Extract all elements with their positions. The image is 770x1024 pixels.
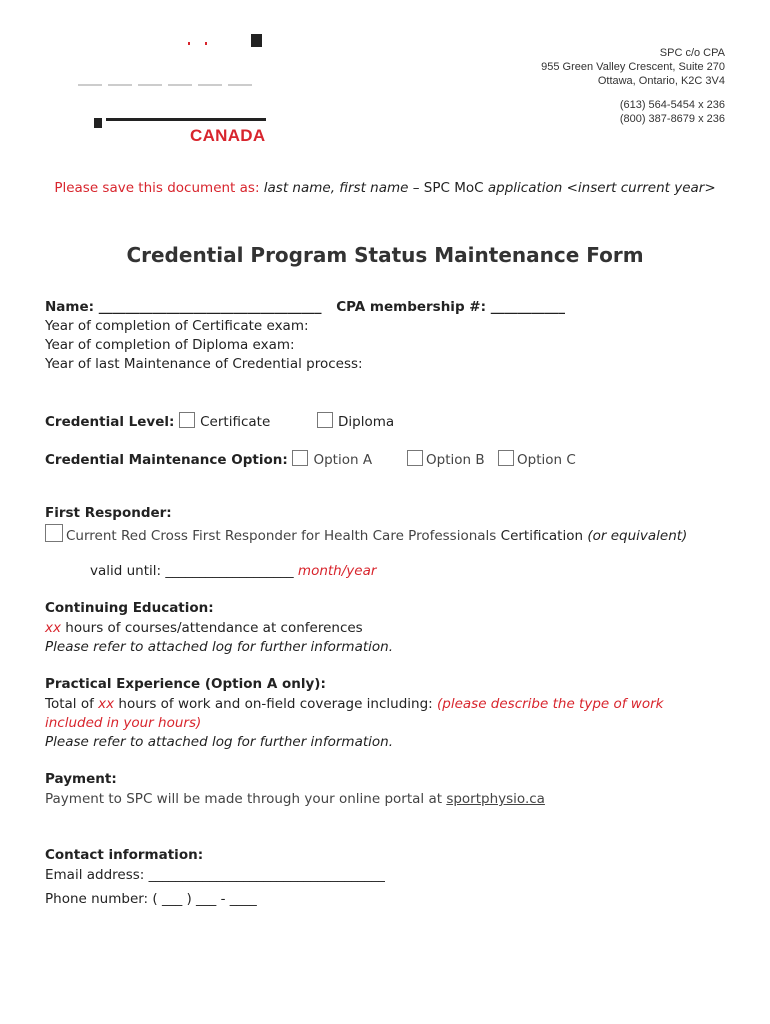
option-b-label: Option B [426,452,485,468]
option-c [498,450,576,470]
address-block [541,46,725,126]
save-note-dash: – SPC MoC [408,180,488,196]
save-note-app: application [487,180,563,196]
payment-heading: Payment: [45,771,117,787]
valid-until-label: valid until: [90,563,166,579]
practical-xx: xx [98,696,115,712]
valid-until-hint: month/year [297,563,377,579]
practical-heading: Practical Experience (Option A only): [45,676,326,692]
cert-year-label: Year of completion of Certificate exam: [45,318,309,334]
practical-describe1: (please describe the type of work [437,696,664,712]
first-responder-checkbox[interactable] [45,524,63,542]
practical-desc: hours of work and on-field coverage including: [114,696,437,712]
practical-text [45,695,663,714]
option-b [407,450,485,470]
certificate-checkbox[interactable] [179,412,195,428]
name-row [45,298,565,317]
save-note-prefix: Please save this document as: [54,180,264,196]
first-responder-heading: First Responder: [45,505,172,521]
address-line3: Ottawa, Ontario, K2C 3V4 [597,75,725,87]
contact-heading: Contact information: [45,847,204,863]
valid-until-field[interactable]: ___________________ [165,563,298,579]
option-c-label: Option C [517,452,576,468]
practical-prefix: Total of [45,696,99,712]
name-field[interactable]: _________________________________ [98,299,322,315]
first-responder-text: Current Red Cross First Responder for Health Care Professionals [66,528,501,544]
option-c-checkbox[interactable] [498,450,514,466]
diploma-year-label: Year of completion of Diploma exam: [45,337,295,353]
continuing-ed-xx: xx [45,620,61,636]
payment-desc: Payment to SPC will be made through your online portal at [45,791,447,807]
practical-describe2: included in your hours) [45,715,202,731]
valid-until-row [90,562,376,581]
email-row [45,866,385,885]
first-responder-equiv: (or equivalent) [587,528,688,544]
practical-note: Please refer to attached log for further information. [45,734,394,750]
logo-canada-text: CANADA [190,126,266,145]
maintenance-option-label: Credential Maintenance Option: [45,452,293,468]
save-note [45,178,725,198]
payment-text [45,790,545,809]
phone-row[interactable]: Phone number: ( ___ ) ___ - ____ [45,891,257,907]
save-note-name: last name, first name [263,180,409,196]
diploma-option [317,412,394,432]
option-a-label: Option A [313,452,373,468]
continuing-ed-text [45,619,363,638]
option-b-checkbox[interactable] [407,450,423,466]
address-line2: 955 Green Valley Crescent, Suite 270 [541,61,725,73]
maintenance-option-row [45,450,372,470]
email-label: Email address: [45,867,149,883]
continuing-ed-note: Please refer to attached log for further information. [45,639,394,655]
diploma-option-label: Diploma [338,414,395,430]
diploma-checkbox[interactable] [317,412,333,428]
option-a-checkbox[interactable] [292,450,308,466]
phone-line2: (800) 387-8679 x 236 [619,113,725,125]
payment-link[interactable]: sportphysio.ca [446,791,545,807]
phone-line1: (613) 564-5454 x 236 [619,99,725,111]
address-line1: SPC c/o CPA [659,47,725,59]
credential-level-row [45,412,270,432]
first-responder-cert: Certification [500,528,588,544]
continuing-ed-desc: hours of courses/attendance at conferences [60,620,363,636]
last-maintenance-label: Year of last Maintenance of Credential process: [45,356,363,372]
form-title: Credential Program Status Maintenance Form [126,243,644,267]
first-responder-row [45,524,687,546]
credential-level-label: Credential Level: [45,414,180,430]
logo [78,30,278,150]
save-note-insert: <insert current year> [562,180,716,196]
continuing-ed-heading: Continuing Education: [45,600,214,616]
name-label: Name: [45,299,99,315]
membership-field[interactable]: ___________ [490,299,565,315]
certificate-option-label: Certificate [200,414,271,430]
email-field[interactable]: ___________________________________ [148,867,385,883]
membership-label: CPA membership #: [336,299,491,315]
